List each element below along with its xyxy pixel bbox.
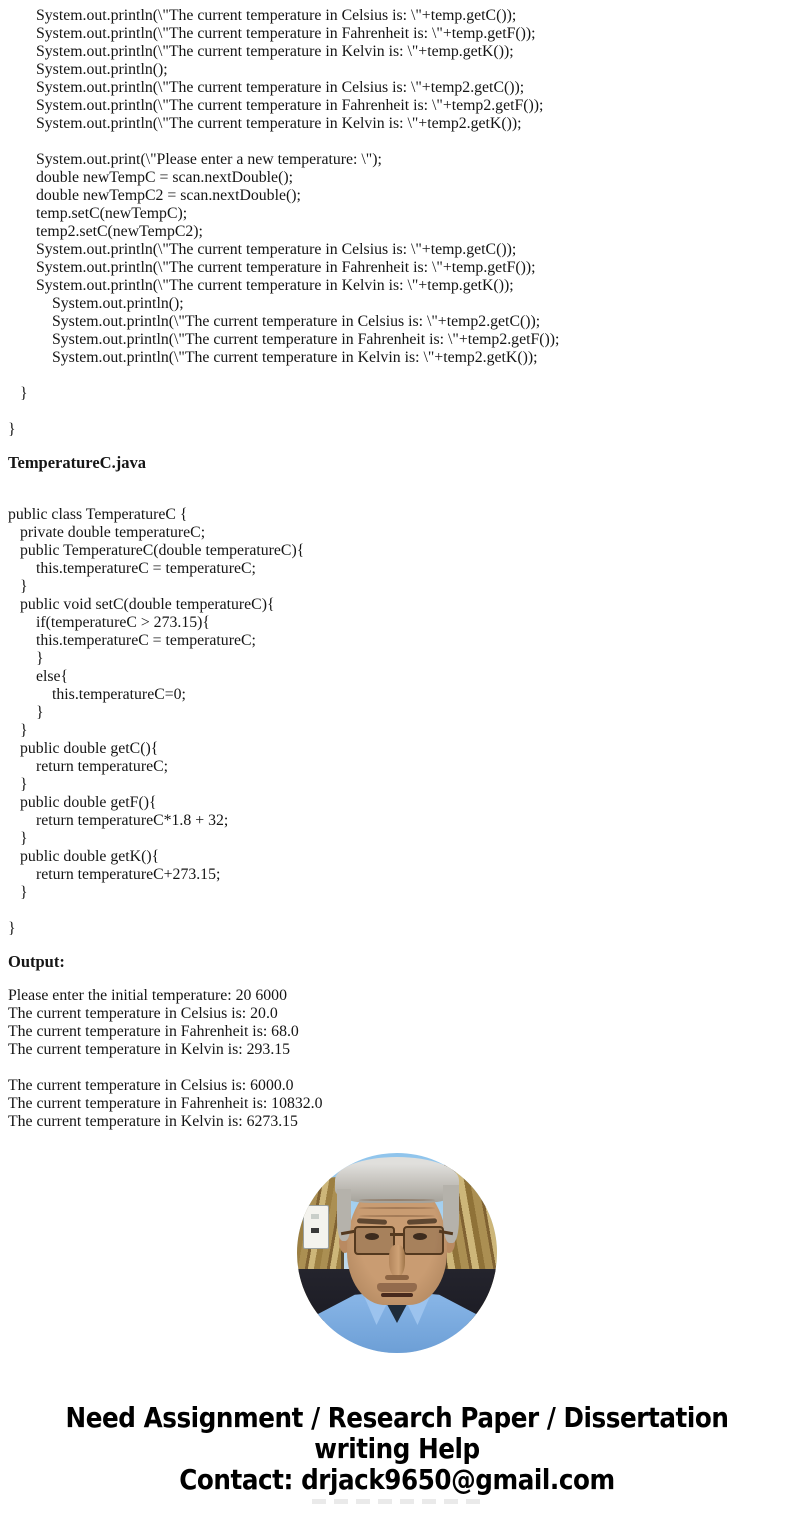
text-line: System.out.println(\"The current temperature in Celsius is: \"+temp.getC()); (36, 241, 517, 258)
text-line: temp.setC(newTempC); (36, 205, 188, 222)
forehead-wrinkle (359, 1199, 435, 1201)
text-line: double newTempC2 = scan.nextDouble(); (36, 187, 301, 204)
text-line: public double getF(){ (20, 794, 157, 811)
program-output (0, 987, 794, 1131)
text-line: System.out.println(\"The current temperature in Kelvin is: \"+temp.getK()); (36, 277, 514, 294)
text-line: public TemperatureC(double temperatureC){ (20, 542, 305, 559)
text-line (0, 902, 794, 920)
text-line: System.out.println(); (52, 295, 184, 312)
nose (389, 1245, 405, 1277)
forehead-wrinkle (359, 1207, 435, 1209)
text-line: else{ (36, 668, 69, 685)
text-line: System.out.println(\"The current temperature in Fahrenheit is: \"+temp.getF()); (36, 259, 536, 276)
text-line: this.temperatureC=0; (52, 686, 186, 703)
text-line: if(temperatureC > 273.15){ (36, 614, 210, 631)
main-method-code (0, 7, 794, 439)
footer-title-line2: writing Help (314, 1432, 480, 1465)
wall-switch-plate (303, 1205, 329, 1249)
text-line: } (8, 421, 16, 438)
text-line: public double getK(){ (20, 848, 160, 865)
text-line (0, 133, 794, 151)
text-line: } (20, 884, 28, 901)
mouth (381, 1293, 413, 1297)
text-line: public class TemperatureC { (8, 506, 188, 523)
right-eye (413, 1233, 427, 1240)
text-line: The current temperature in Fahrenheit is: 68.0 (8, 1023, 299, 1040)
text-line: return temperatureC*1.8 + 32; (36, 812, 229, 829)
text-line: System.out.println(\"The current temperature in Fahrenheit is: \"+temp2.getF()); (36, 97, 544, 114)
file-heading: TemperatureC.java (8, 453, 146, 472)
text-line (0, 403, 794, 421)
text-line: The current temperature in Celsius is: 6000.0 (8, 1077, 294, 1094)
faint-watermark (312, 1499, 482, 1504)
text-line: public double getC(){ (20, 740, 159, 757)
text-line: System.out.println(\"The current temperature in Fahrenheit is: \"+temp.getF()); (36, 25, 536, 42)
footer-title-line1: Need Assignment / Research Paper / Dissertation (65, 1401, 729, 1434)
text-line: The current temperature in Kelvin is: 6273.15 (8, 1113, 298, 1130)
text-line: System.out.println(\"The current temperature in Kelvin is: \"+temp2.getK()); (52, 349, 538, 366)
text-line: System.out.println(\"The current temperature in Kelvin is: \"+temp2.getK()); (36, 115, 522, 132)
text-line: double newTempC = scan.nextDouble(); (36, 169, 293, 186)
text-line (0, 367, 794, 385)
glasses-right-lens (403, 1226, 444, 1255)
class-code (0, 506, 794, 938)
gray-hair (335, 1157, 459, 1203)
forehead-wrinkle (359, 1215, 435, 1217)
text-line: System.out.println(\"The current temperature in Celsius is: \"+temp2.getC()); (52, 313, 541, 330)
text-line: } (20, 385, 28, 402)
output-heading: Output: (8, 952, 65, 971)
text-line: System.out.println(\"The current temperature in Kelvin is: \"+temp.getK()); (36, 43, 514, 60)
text-line: } (20, 776, 28, 793)
text-line: } (20, 722, 28, 739)
footer-contact-email: Contact: drjack9650@gmail.com (179, 1463, 615, 1496)
text-line: this.temperatureC = temperatureC; (36, 560, 256, 577)
text-line: } (36, 704, 44, 721)
text-line: The current temperature in Fahrenheit is: 10832.0 (8, 1095, 323, 1112)
text-line: } (8, 920, 16, 937)
mustache-shadow (377, 1283, 417, 1292)
text-line: System.out.println(\"The current temperature in Celsius is: \"+temp2.getC()); (36, 79, 525, 96)
glasses-bridge (390, 1233, 404, 1236)
text-line: System.out.println(\"The current temperature in Fahrenheit is: \"+temp2.getF()); (52, 331, 560, 348)
text-line: this.temperatureC = temperatureC; (36, 632, 256, 649)
text-line: } (20, 578, 28, 595)
text-line: System.out.print(\"Please enter a new temperature: \"); (36, 151, 382, 168)
text-line: return temperatureC; (36, 758, 169, 775)
text-line: } (20, 830, 28, 847)
text-line: Please enter the initial temperature: 20 6000 (8, 987, 287, 1004)
text-line: System.out.println(); (36, 61, 168, 78)
text-line: } (36, 650, 44, 667)
text-line: temp2.setC(newTempC2); (36, 223, 203, 240)
text-line: private double temperatureC; (20, 524, 206, 541)
left-eye (365, 1233, 379, 1240)
text-line: The current temperature in Kelvin is: 293.15 (8, 1041, 291, 1058)
nostril-shadow (385, 1275, 409, 1280)
text-line (0, 1059, 794, 1077)
text-line: The current temperature in Celsius is: 20.0 (8, 1005, 278, 1022)
text-line: return temperatureC+273.15; (36, 866, 221, 883)
text-line: System.out.println(\"The current temperature in Celsius is: \"+temp.getC()); (36, 7, 517, 24)
profile-photo (297, 1153, 497, 1353)
text-line: public void setC(double temperatureC){ (20, 596, 275, 613)
footer-banner (0, 1402, 794, 1495)
